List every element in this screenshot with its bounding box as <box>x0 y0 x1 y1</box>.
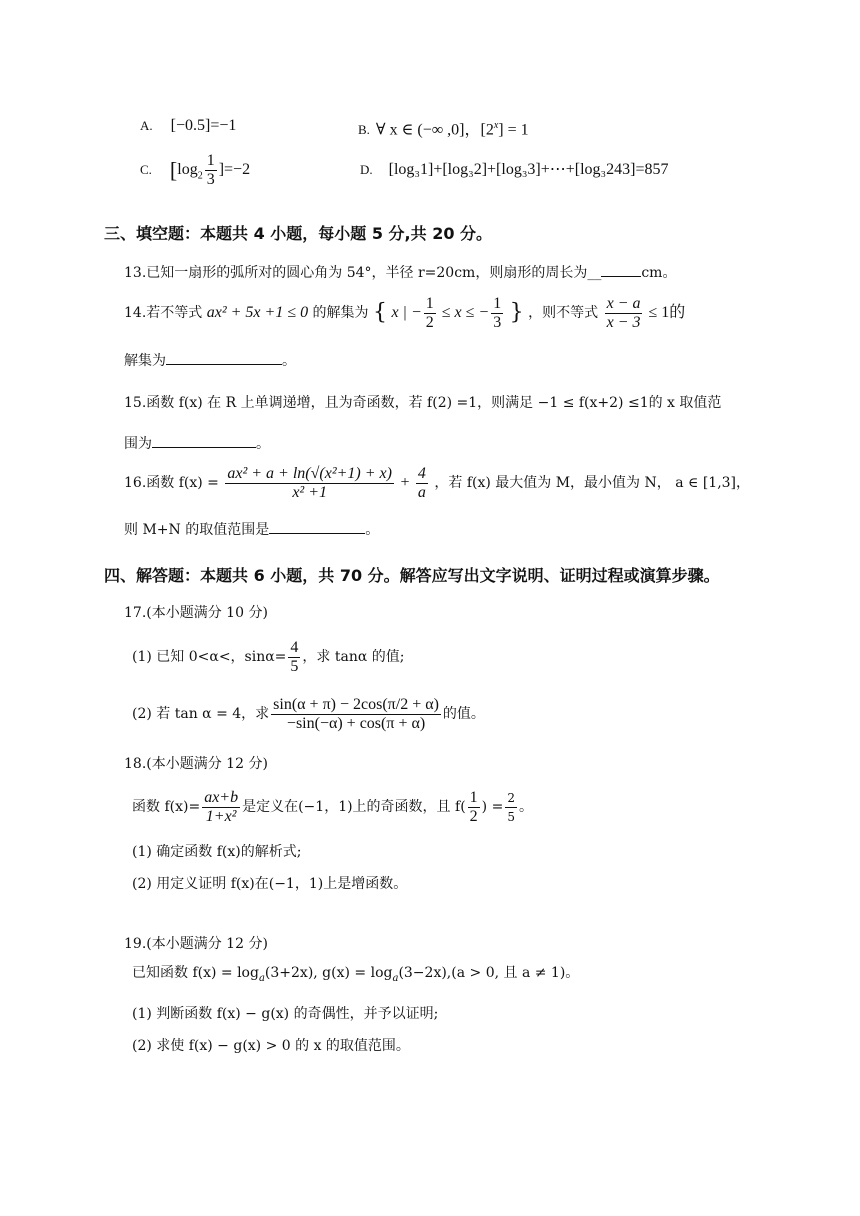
question-19-part-1: (1) 判断函数 f(x) − g(x) 的奇偶性，并予以证明; <box>132 1006 439 1022</box>
question-19-part-2: (2) 求使 f(x) − g(x) > 0 的 x 的取值范围。 <box>132 1038 410 1054</box>
question-16: 16.函数 f(x) = $\frac{\text{ax² + a + ln(√(x²+1) + x)}}{\text{x² +1}}$ + $\frac{4}{a}$ ，若 f(x) 最大值为 M，最小值为 N， a ∈ [1,3]， <box>124 464 751 501</box>
question-14: 14.若不等式 ax² + 5x +1 ≤ 0 的解集为 { x | − $\frac{1}{2}$ ≤ x ≤ − $\frac{1}{3}$ } ，则不等式 $\frac{x - a}{x - 3}$ ≤ 1的 <box>124 294 686 331</box>
question-18-title: 18.(本小题满分 12 分) <box>124 756 268 772</box>
question-17-part-2: (2) 若 tan α = 4，求 $\frac{\sin(\alpha + \pi) - 2\cos(\pi/2 + \alpha)}{-\sin(-\alpha) + \cos(\pi + \alpha)}$ 的值。 <box>132 695 485 732</box>
question-18-part-2: (2) 用定义证明 f(x)在(−1，1)上是增函数。 <box>132 876 408 892</box>
question-19-body: 已知函数 $f(x) = \log_a(3+2x)$, $g(x) = \log_a(3-2x),(a > 0$, 且 a ≠ 1)。 <box>132 965 580 984</box>
answer-blank <box>269 519 365 534</box>
question-17-part-1: (1) 已知 0<α<，sinα= $\frac{4}{5}$ ，求 tanα 的值; <box>132 638 405 675</box>
choice-c: C. [$\log_2$ $\frac{1}{3}$ ]=−2 <box>140 152 251 188</box>
choice-d: D. [log₃1]+[log₃2]+[log₃3]+⋯+[log₃243]=857 <box>360 161 669 178</box>
question-18-body: 函数 f(x)= $\frac{ax+b}{\text{1+x²}}$ 是定义在(−1，1)上的奇函数，且 f( $\frac{1}{2}$ ) = $\frac{2}{5}$ 。 <box>132 788 533 825</box>
question-17-title: 17.(本小题满分 10 分) <box>124 605 268 621</box>
question-19-title: 19.(本小题满分 12 分) <box>124 936 268 952</box>
question-15: 15.函数 f(x) 在 R 上单调递增，且为奇函数，若 f(2) =1，则满足 −1 ≤ f(x+2) ≤1的 x 取值范 <box>124 395 722 411</box>
choice-a: A. [−0.5]=−1 <box>140 117 237 134</box>
question-14-line2: 解集为 。 <box>124 350 296 371</box>
question-18-part-1: (1) 确定函数 f(x)的解析式; <box>132 844 302 860</box>
section-3-heading: 三、填空题：本题共 4 小题，每小题 5 分,共 20 分。 <box>104 224 493 243</box>
fraction: $\frac{1}{3}$ <box>206 152 215 188</box>
question-15-line2: 围为 。 <box>124 433 270 454</box>
question-16-line2: 则 M+N 的取值范围是 。 <box>124 519 379 540</box>
question-13: 13.已知一扇形的弧所对的圆心角为 54°，半径 r=20cm，则扇形的周长为__ cm。 <box>124 262 676 283</box>
choice-b: B. ∀ x ∈ (−∞ ,0]，$[2^x] = 1$ <box>358 120 529 139</box>
answer-blank <box>152 433 256 448</box>
answer-blank <box>601 262 641 277</box>
answer-blank <box>166 350 282 365</box>
section-4-heading: 四、解答题：本题共 6 小题，共 70 分。解答应写出文字说明、证明过程或演算步骤。 <box>104 566 720 585</box>
